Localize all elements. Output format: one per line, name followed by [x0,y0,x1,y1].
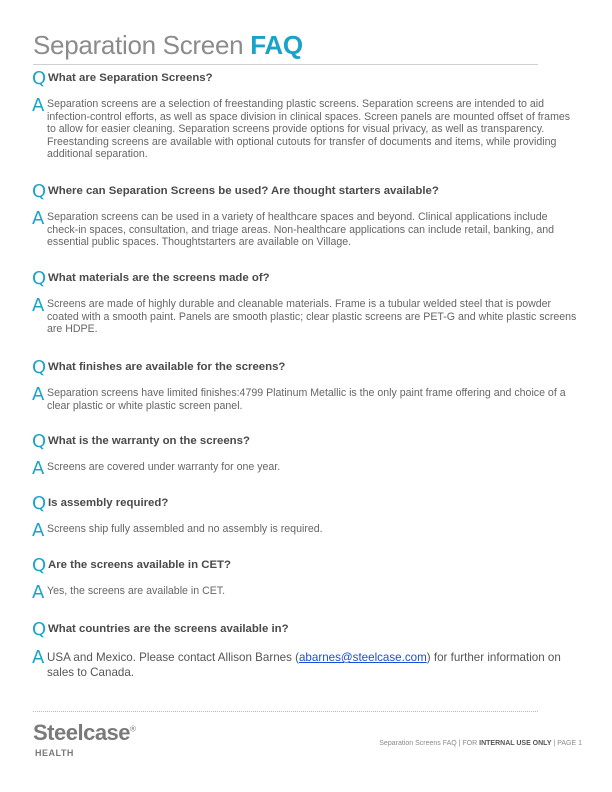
faq-item-5 [32,431,580,479]
answer-text [32,650,580,680]
question-text: Where can Separation Screens be used? Are thought starters available? [48,185,439,197]
contact-email-link[interactable]: abarnes@steelcase.com [298,651,427,664]
logo-wordmark: Steelcase [33,720,131,745]
question-mark-q: Q [32,357,47,378]
question-text: Are the screens available in CET? [48,559,231,571]
question-text: Is assembly required? [48,497,169,509]
question-text: What are Separation Screens? [48,72,213,84]
footer-doc-name: Separation Screens FAQ [379,740,457,747]
faq-item-8 [32,619,580,680]
page-title [33,30,303,61]
answer-text-after: ) for further information on sales to Canada. [47,651,561,679]
question-text: What materials are the screens made of? [48,272,270,284]
question-mark-q: Q [32,619,47,640]
question-mark-q: Q [32,431,47,452]
steelcase-logo [33,720,135,746]
title-main: Separation Screen [33,30,244,60]
footer-doc-info [379,740,582,747]
faq-item-4 [32,357,580,412]
faq-item-3 [32,268,580,336]
title-accent: FAQ [250,30,303,60]
answer-mark-a: A [32,458,45,479]
faq-item-6 [32,493,580,541]
answer-mark-a: A [32,295,45,316]
footer-separator: | FOR [456,740,480,747]
answer-text: Screens ship fully assembled and no assembly is required. [47,523,323,535]
registered-mark: ® [130,724,136,734]
answer-mark-a: A [32,208,45,229]
answer-mark-a: A [32,582,45,603]
faq-item-2 [32,181,580,249]
question-text: What is the warranty on the screens? [48,435,250,447]
question-mark-q: Q [32,493,47,514]
answer-mark-a: A [32,647,45,668]
question-mark-q: Q [32,181,47,202]
answer-text: Separation screens can be used in a variety of healthcare spaces and beyond. Clinical applications include check-in spaces, consultation, and triage areas. Non-healthcare applications can include retail, banking, and essential public spaces. Thoughtstarters are available on Village. [47,211,555,248]
faq-item-1 [32,68,580,161]
question-mark-q: Q [32,555,47,576]
question-text: What finishes are available for the screens? [48,361,286,373]
answer-text: Separation screens are a selection of freestanding plastic screens. Separation screens are intended to aid infection-control efforts, as well as space division in clinical spaces. Screen panels are mounted offset of frames to allow for easier cleaning. Separation screens provide options for visual privacy, as well as transparency. Freestanding screens are available with optional cutouts for transfer of documents and items, while providing additional separation. [47,98,571,160]
question-mark-q: Q [32,268,47,289]
footer-divider [33,711,538,712]
logo-subtitle: HEALTH [35,748,74,758]
footer-internal-label: INTERNAL USE ONLY [479,740,552,747]
title-divider [33,64,538,65]
faq-item-7 [32,555,580,603]
answer-text: Yes, the screens are available in CET. [47,585,226,597]
footer-page-number: PAGE 1 [557,740,582,747]
answer-text: Screens are made of highly durable and cleanable materials. Frame is a tubular welded steel that is powder coated with a smooth paint. Panels are smooth plastic; clear plastic screens are PET-G and white plastic screens are HDPE. [47,298,577,335]
answer-text: Separation screens have limited finishes:4799 Platinum Metallic is the only paint frame offering and choice of a clear plastic or white plastic screen panel. [47,387,566,412]
answer-text: Screens are covered under warranty for one year. [47,461,281,473]
answer-mark-a: A [32,520,45,541]
question-mark-q: Q [32,68,47,89]
answer-mark-a: A [32,384,45,405]
answer-text-before: USA and Mexico. Please contact Allison Barnes ( [47,651,299,664]
answer-mark-a: A [32,95,45,116]
question-text: What countries are the screens available in? [48,623,289,635]
footer-separator: | [551,740,558,747]
